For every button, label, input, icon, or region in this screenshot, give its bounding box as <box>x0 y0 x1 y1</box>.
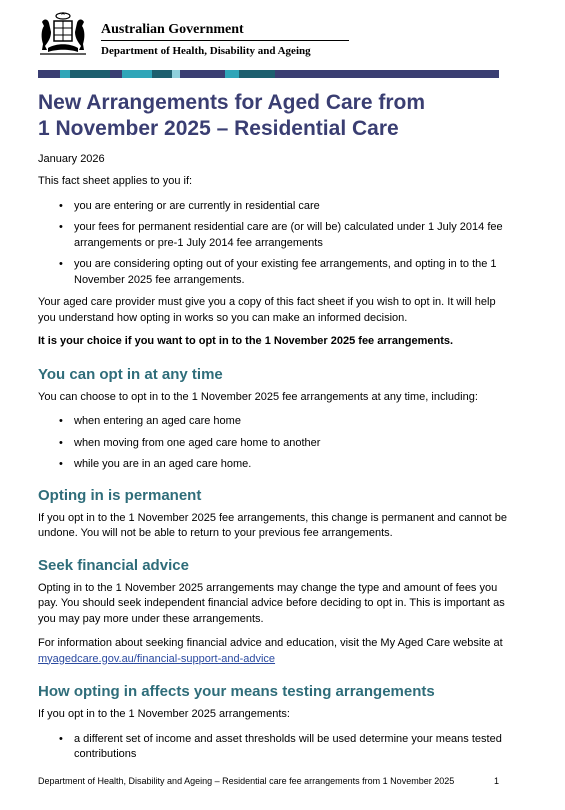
list-item: • when moving from one aged care home to another <box>38 436 508 452</box>
advice-link-prefix: For information about seeking financial advice and education, visit the My Aged Care website at <box>38 637 503 649</box>
advice-link-paragraph <box>38 636 508 667</box>
anytime-paragraph: You can choose to opt in to the 1 November 2025 fee arrangements at any time, including: <box>38 390 478 403</box>
coat-of-arms-logo <box>38 10 88 56</box>
list-item: • you are considering opting out of your existing fee arrangements, and opting in to the 1 November 2025 fee arrangements. <box>38 257 508 288</box>
department-name: Department of Health, Disability and Ageing <box>101 45 311 57</box>
section-heading-financial-advice: Seek financial advice <box>38 556 189 574</box>
intro-paragraph: This fact sheet applies to you if: <box>38 175 193 187</box>
list-item: • you are entering or are currently in residential care <box>38 199 508 215</box>
government-name: Australian Government <box>101 22 244 37</box>
header <box>38 10 338 58</box>
divider <box>101 40 349 41</box>
publication-date: January 2026 <box>38 153 105 165</box>
section-heading-permanent: Opting in is permanent <box>38 486 202 504</box>
list-item: • when entering an aged care home <box>38 414 508 430</box>
list-item: • while you are in an aged care home. <box>38 457 508 473</box>
footer-text: Department of Health, Disability and Ageing – Residential care fee arrangements from 1 November 2025 <box>38 776 455 786</box>
title-line-2: 1 November 2025 – Residential Care <box>38 117 399 140</box>
list-item: • a different set of income and asset thresholds will be used determine your means tested contributions <box>38 732 508 763</box>
section-heading-opt-in-anytime: You can opt in at any time <box>38 365 223 383</box>
document-title <box>38 90 508 142</box>
section-heading-means-testing: How opting in affects your means testing arrangements <box>38 683 435 700</box>
anytime-list <box>38 414 508 473</box>
financial-advice-link[interactable]: myagedcare.gov.au/financial-support-and-advice <box>38 652 276 665</box>
means-list <box>38 732 508 763</box>
list-item: • your fees for permanent residential care are (or will be) calculated under 1 July 2014 fee arrangements or pre-1 July 2014 fee arrangements <box>38 220 508 251</box>
choice-paragraph: It is your choice if you want to opt in to the 1 November 2025 fee arrangements. <box>38 335 454 347</box>
title-line-1: New Arrangements for Aged Care from <box>38 91 426 114</box>
footer <box>38 776 499 787</box>
brand-stripe <box>38 70 499 78</box>
page-number: 1 <box>493 776 499 786</box>
intro-list <box>38 199 508 289</box>
document-body <box>38 90 508 769</box>
means-paragraph: If you opt in to the 1 November 2025 arrangements: <box>38 708 290 720</box>
permanent-paragraph: If you opt in to the 1 November 2025 fee arrangements, this change is permanent and cannot be undone. You will not be able to return to your previous fee arrangements. <box>38 511 508 539</box>
provider-paragraph: Your aged care provider must give you a copy of this fact sheet if you wish to opt in. It will help you understand how opting in works so you can make an informed decision. <box>38 296 496 324</box>
advice-paragraph: Opting in to the 1 November 2025 arrangements may change the type and amount of fees you pay. You should seek independent financial advice before deciding to opt in. This is important as you may pay more under these arrangements. <box>38 581 505 625</box>
